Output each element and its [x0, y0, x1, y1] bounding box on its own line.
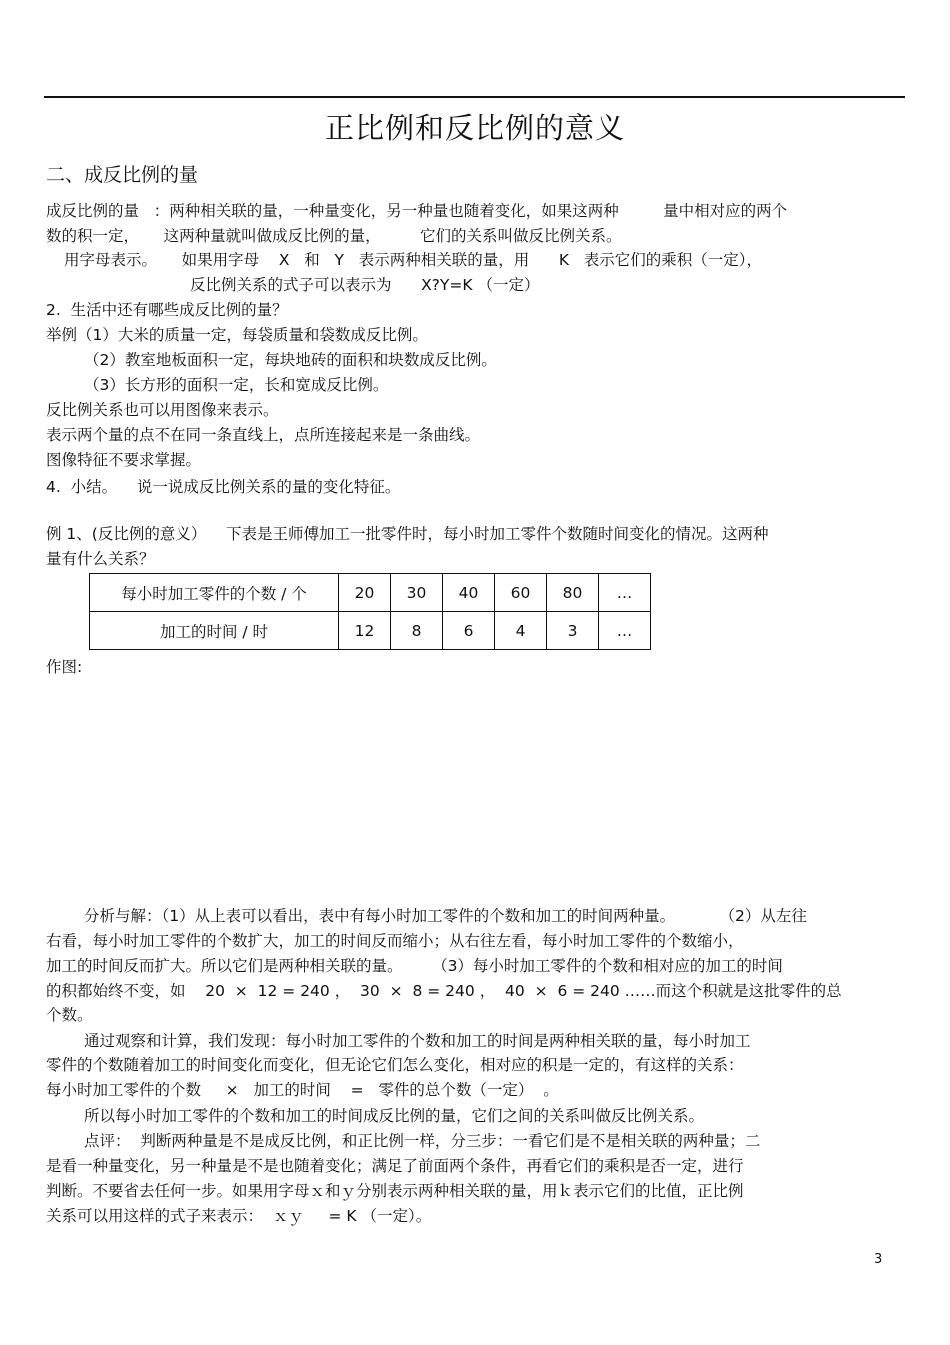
table-cell: 加工的时间 / 时: [90, 612, 339, 650]
text-line: 4. 小结。 说一说成反比例关系的量的变化特征。: [46, 478, 401, 496]
table-cell: 80: [547, 574, 599, 612]
table-cell: 60: [495, 574, 547, 612]
analysis-line: 加工的时间反而扩大。所以它们是两种相关联的量。 （3）每小时加工零件的个数和相对应的加工的时间: [46, 957, 783, 975]
page-title: 正比例和反比例的意义: [324, 111, 625, 145]
text-line: 量有什么关系？: [46, 550, 155, 568]
table-row: [90, 574, 651, 612]
text-line: 反比例关系的式子可以表示为 X?Y=K （一定）: [190, 276, 540, 294]
table-cell: 12: [339, 612, 391, 650]
top-rule: [44, 96, 905, 98]
analysis-line: 分析与解：（1）从上表可以看出，表中有每小时加工零件的个数和加工的时间两种量。 （2）从左往: [84, 907, 807, 925]
analysis-line: 关系可以用这样的式子来表示： ｘｙ = K （一定）。: [46, 1207, 432, 1225]
drawing-label: 作图:: [46, 658, 83, 676]
table-cell: 20: [339, 574, 391, 612]
text-line: 表示两个量的点不在同一条直线上，点所连接起来是一条曲线。: [46, 426, 481, 444]
text-line: 用字母表示。 如果用字母 X 和 Y 表示两种相关联的量，用 K 表示它们的乘积（一定），: [64, 251, 763, 269]
analysis-line: 零件的个数随着加工的时间变化而变化，但无论它们怎么变化，相对应的积是一定的，有这样的关系：: [46, 1056, 744, 1074]
text-line: 数的积一定， 这两种量就叫做成反比例的量， 它们的关系叫做反比例关系。: [46, 227, 622, 245]
analysis-line: 判断。不要省去任何一步。如果用字母ｘ和ｙ分别表示两种相关联的量，用ｋ表示它们的比值，正比例: [46, 1182, 744, 1200]
analysis-line: 通过观察和计算，我们发现：每小时加工零件的个数和加工的时间是两种相关联的量，每小时加工: [84, 1032, 751, 1050]
analysis-line: 右看，每小时加工零件的个数扩大，加工的时间反而缩小；从右往左看，每小时加工零件的个数缩小，: [46, 932, 744, 950]
analysis-line: 点评： 判断两种量是不是成反比例，和正比例一样，分三步：一看它们是不是相关联的两种量；二: [84, 1132, 761, 1150]
data-table: [89, 573, 651, 650]
text-line: （3）长方形的面积一定，长和宽成反比例。: [84, 376, 389, 394]
text-line: 举例（1）大米的质量一定，每袋质量和袋数成反比例。: [46, 326, 428, 344]
text-line: （2）教室地板面积一定，每块地砖的面积和块数成反比例。: [84, 351, 497, 369]
table-cell: 每小时加工零件的个数 / 个: [90, 574, 339, 612]
analysis-line: 每小时加工零件的个数 × 加工的时间 = 零件的总个数（一定） 。: [46, 1081, 559, 1099]
text-line: 2. 生活中还有哪些成反比例的量？: [46, 301, 288, 319]
table-cell: 40: [443, 574, 495, 612]
table-cell: …: [599, 612, 651, 650]
table-cell: 3: [547, 612, 599, 650]
analysis-line: 所以每小时加工零件的个数和加工的时间成反比例的量，它们之间的关系叫做反比例关系。: [84, 1107, 705, 1125]
analysis-line: 的积都始终不变，如 20 × 12 = 240 ， 30 × 8 = 240 ， 40 × 6 = 240 ……而这个积就是这批零件的总: [46, 982, 842, 1000]
text-line: 反比例关系也可以用图像来表示。: [46, 401, 279, 419]
table-cell: …: [599, 574, 651, 612]
table-row: [90, 612, 651, 650]
text-line: 例 1、(反比例的意义） 下表是王师傅加工一批零件时，每小时加工零件个数随时间变化的情况。这两种: [46, 525, 769, 543]
table-cell: 8: [391, 612, 443, 650]
table-cell: 30: [391, 574, 443, 612]
table-cell: 4: [495, 612, 547, 650]
page-number: 3: [874, 1252, 883, 1267]
analysis-line: 个数。: [46, 1006, 93, 1024]
table-cell: 6: [443, 612, 495, 650]
text-line: 成反比例的量 ：两种相关联的量，一种量变化，另一种量也随着变化，如果这两种 量中相对应的两个: [46, 202, 788, 220]
text-line: 图像特征不要求掌握。: [46, 451, 202, 469]
section-heading: 二、成反比例的量: [46, 164, 199, 186]
analysis-line: 是看一种量变化，另一种量是不是也随着变化；满足了前面两个条件，再看它们的乘积是否一定，进行: [46, 1157, 744, 1175]
